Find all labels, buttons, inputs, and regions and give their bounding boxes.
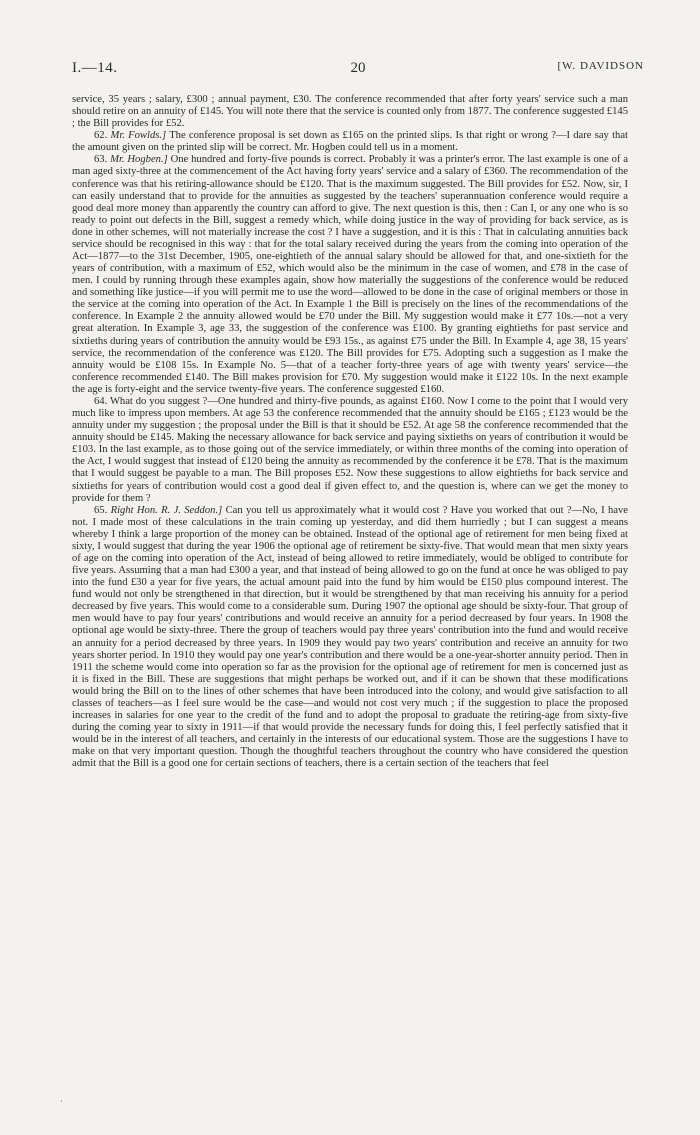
page-body — [72, 94, 628, 770]
page-number: 20 — [350, 60, 366, 76]
paragraph-number: 62. — [94, 130, 108, 142]
paragraph-text: What do you suggest ?—One hundred and thirty-five pounds, as against £160. Now I come to the point that I would very much like to impress upon members. At age 53 the conference recommended that the annuity should be £165 ; £123 would be the annuity under my suggestion ; the proposal under the Bill is that it should be £52. At age 58 the conference recommended that the annuity should be £145. Making the necessary allowance for back service and paying sixtieths on years of contribution it would be £103. In the last example, as to those going out of the service immediately, or within three months of the coming into operation of the Act, I would suggest that instead of £120 being the annuity as recommended by the conference it be £78. That is the maximum that I would suggest be payable to a man. The Bill proposes £52. Now these suggestions to allow eightieths for back service and sixtieths for years of contribution would cost a good deal if given effect to, and the question is, where can we get the money to provide for them ? — [72, 395, 628, 504]
paragraph-text: One hundred and forty-five pounds is correct. Probably it was a printer's error. The last example is one of a man aged sixty-three at the commencement of the Act having forty years' service and a salary of £360. The recommendation of the conference was that his retiring-allowance should be £120. That is the maximum suggested. The Bill provides for £52. Now, sir, I can easily understand that to provide for the annuities as suggested by the teachers' superannuation conference would require a good deal more money than apparently the country can afford to give. The next question is this, then : Can I, or any one who is so ready to point out defects in the Bill, suggest a remedy which, while doing justice in the way of providing for back service, as is done in other schemes, will not materially increase the cost ? I have a suggestion, and it is this : That in calculating annuities back service should be recognised in this way : that for the total salary received during the years from the coming into operation of the Act—1877—to the 31st December, 1905, one-eightieth of the annual salary should be allowed for that, and one-sixtieth for the years of contribution, with a maximum of £52, which would also be the minimum in the case of women, and £78 in the case of men. I could by running through these examples again, show how materially the suggestions of the conference would be reduced and something like justice—if you will permit me to use the word—allowed to be done in the case of original members or those in the service at the coming into operation of the Act. In Example 1 the Bill is precisely on the lines of the recommendations of the conference. In Example 2 the annuity allowed would be £70 under the Bill. My suggestion would make it £77 10s.—not a very great alteration. In Example 3, age 33, the suggestion of the conference was £100. By granting eightieths for past service and sixtieths during years of contribution the annuity would be £93 15s., as against £75 under the Bill. In Example 4, age 38, 15 years' service, the recommendation of the conference was £120. The Bill provides for £75. Adopting such a suggestion as I make the annuity would be £108 15s. In Example No. 5—that of a teacher forty-three years of age with twenty years' service—the conference recommended £140. The Bill makes provision for £70. My suggestion would make it £122 10s. In the next example the age is forty-eight and the service twenty-five years. The conference suggested £160. — [72, 154, 628, 395]
speaker-name: Right Hon. R. J. Seddon.] — [110, 504, 223, 516]
margin-mark: · — [60, 1096, 63, 1106]
page-header — [72, 60, 644, 80]
paragraph-text: Can you tell us approximately what it would cost ? Have you worked that out ?—No, I have not. I made most of these calculations in the train coming up yesterday, and did them hurriedly ; but I can suggest a means whereby I think a large proportion of the money can be obtained. Instead of the optional age of retirement for men being fixed at sixty, I would suggest that during the year 1906 the optional age of retirement be sixty-five. That would mean that men sixty years of age on the coming into operation of the Act, instead of being allowed to retire immediately, would be obliged to contribute for five years. Assuming that a man had £300 a year, and that instead of being allowed to go on the fund at once he was obliged to pay into the fund £30 a year for five years, the actual amount paid into the fund by him would be £150 plus compound interest. The fund would not only be strengthened in that direction, but it would be strengthened by that man receiving his annuity for a period decreased by five years. This would come to a considerable sum. During 1907 the optional age should be sixty-four. That group of men would have to pay four years' contributions and would receive an annuity for a period decreased by four years. In 1908 the optional age would be sixty-three. There the group of teachers would pay three years' contribution into the fund and would receive an annuity for a period decreased by three years. In 1909 they would pay two years' contribution and receive an annuity for two years shorter period. In 1910 they would pay one year's contribution and there would be a one-year-shorter annuity period. Then in 1911 the scheme would come into operation so far as the provision for the optional age of retirement for men is concerned just as it is fixed in the Bill. These are suggestions that might perhaps be worked out, and if it can be shown that these modifications would bring the Bill on to the lines of other schemes that have been introduced into the colony, and would give satisfaction to all classes of teachers—as I feel sure would be the case—and would not cost very much ; if the suggestion to place the proposed increases in salaries for one year to the credit of the fund and to adopt the proposal to graduate the retiring-age from sixty-five during the coming year to sixty in 1911—if that would provide the necessary funds for doing this, I feel perfectly satisfied that it would be in the interest of all teachers, and certainly in the interests of our educational system. Those are the suggestions I have to make on that very important question. Though the thoughtful teachers throughout the country who have considered the question admit that the Bill is a good one for certain sections of teachers, there is a certain section of the teachers that feel — [72, 504, 628, 770]
speaker-name: Mr. Hogben.] — [110, 154, 168, 166]
paragraph-63 — [72, 154, 628, 396]
paragraph-number: 63. — [94, 154, 108, 166]
paragraph-65 — [72, 505, 628, 771]
witness-name: [W. DAVIDSON — [557, 60, 644, 72]
paper-reference: I.—14. — [72, 60, 118, 76]
paragraph-62 — [72, 130, 628, 154]
paragraph-number: 64. — [94, 395, 108, 407]
paragraph-continued — [72, 94, 628, 130]
paragraph-number: 65. — [94, 504, 108, 516]
paragraph-text: service, 35 years ; salary, £300 ; annual payment, £30. The conference recommended that after forty years' service such a man should retire on an annuity of £145. You will note there that the service is counted only from 1877. The conference suggested £145 ; the Bill provides for £52. — [72, 94, 628, 130]
paragraph-text: The conference proposal is set down as £165 on the printed slips. Is that right or wrong ?—I dare say that the amount given on the printed slip will be correct. Mr. Hogben could tell us in a moment. — [72, 130, 628, 154]
paragraph-64 — [72, 396, 628, 505]
speaker-name: Mr. Fowlds.] — [110, 130, 167, 142]
